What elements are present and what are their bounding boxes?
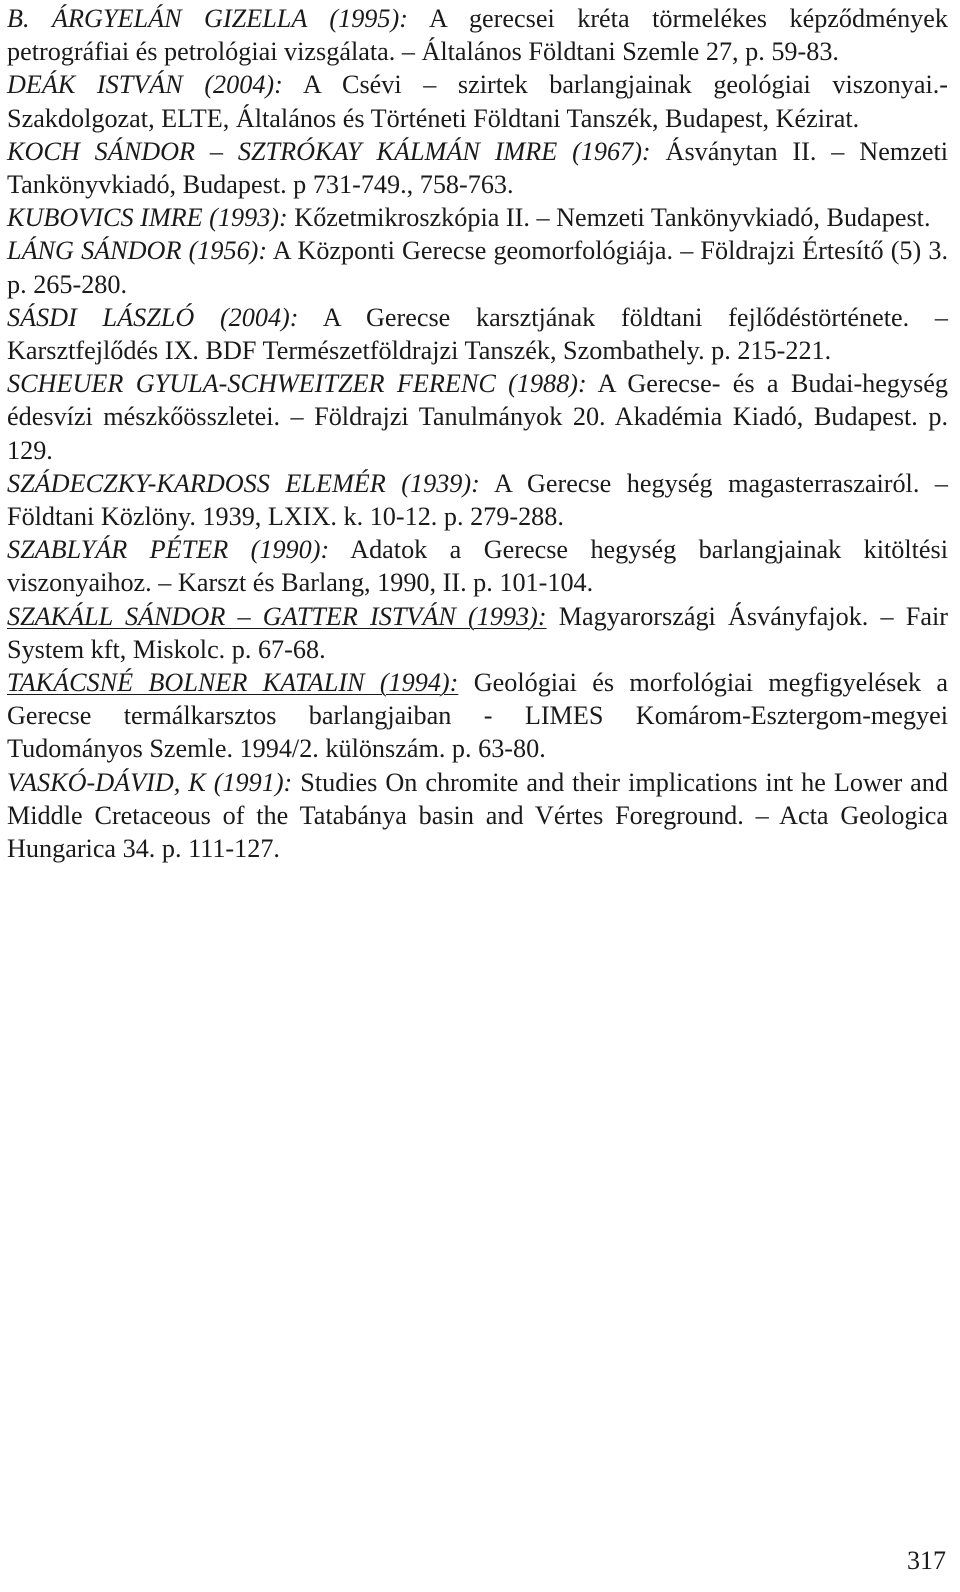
reference-text: A Gerecse karsztjának földtani fejlődéstörténete. – Karsztfejlődés IX. BDF Természetföldrajzi Tanszék, Szombathely. p. 215-221. (7, 302, 948, 366)
reference-text: A Gerecse hegység magasterraszairól. – Földtani Közlöny. 1939, LXIX. k. 10-12. p. 279-288. (7, 468, 948, 532)
reference-page (7, 2, 948, 865)
reference-text: Geológiai és morfológiai megfigyelések a Gerecse termálkarsztos barlangjaiban - LIMES Komárom-Esztergom-megyei Tudományos Szemle. 1994/2. különszám. p. 63-80. (7, 668, 948, 764)
reference-entry (7, 68, 948, 134)
reference-entry (7, 2, 948, 68)
reference-text: Kőzetmikroszkópia II. – Nemzeti Tankönyvkiadó, Budapest. (287, 203, 931, 233)
reference-author: SZABLYÁR PÉTER (1990): (7, 535, 330, 565)
page-number: 317 (907, 1546, 946, 1575)
reference-text: A Gerecse- és a Budai-hegység édesvízi mészkőösszletei. – Földrajzi Tanulmányok 20. Akadémia Kiadó, Budapest. p. 129. (7, 369, 948, 465)
reference-text: Magyarországi Ásványfajok. – Fair System kft, Miskolc. p. 67-68. (7, 601, 948, 664)
reference-entry (7, 234, 948, 300)
reference-entry (7, 135, 948, 201)
reference-entry (7, 367, 948, 467)
reference-author: SZAKÁLL SÁNDOR – GATTER ISTVÁN (1993): (7, 601, 547, 631)
reference-entry (7, 467, 948, 533)
reference-author: B. ÁRGYELÁN GIZELLA (1995): (7, 4, 408, 33)
reference-entry (7, 201, 948, 234)
reference-author: SCHEUER GYULA-SCHWEITZER FERENC (1988): (7, 369, 587, 399)
reference-author: KOCH SÁNDOR – SZTRÓKAY KÁLMÁN IMRE (1967): (7, 136, 651, 166)
reference-author: DEÁK ISTVÁN (2004): (7, 70, 283, 100)
reference-entry (7, 301, 948, 367)
reference-entry (7, 766, 948, 866)
reference-text: A Központi Gerecse geomorfológiája. – Földrajzi Értesítő (5) 3. p. 265-280. (7, 236, 948, 299)
reference-entry (7, 666, 948, 766)
reference-text: A Csévi – szirtek barlangjainak geológiai viszonyai.- Szakdolgozat, ELTE, Általános és Történeti Földtani Tanszék, Budapest, Kézirat. (7, 70, 948, 133)
reference-list (7, 2, 948, 865)
reference-entry (7, 533, 948, 599)
reference-author: SZÁDECZKY-KARDOSS ELEMÉR (1939): (7, 468, 480, 498)
reference-text: Ásványtan II. – Nemzeti Tankönyvkiadó, Budapest. p 731-749., 758-763. (7, 136, 948, 200)
reference-author: LÁNG SÁNDOR (1956): (7, 236, 268, 266)
reference-author: KUBOVICS IMRE (1993): (7, 203, 288, 233)
reference-entry (7, 600, 948, 666)
reference-text: Adatok a Gerecse hegység barlangjainak kitöltési viszonyaihoz. – Karszt és Barlang, 1990, II. p. 101-104. (7, 535, 948, 598)
reference-text: Studies On chromite and their implications int he Lower and Middle Cretaceous of the Tatabánya basin and Vértes Foreground. – Acta Geologica Hungarica 34. p. 111-127. (7, 767, 948, 864)
reference-author: VASKÓ-DÁVID, K (1991): (7, 767, 293, 797)
reference-text: A gerecsei kréta törmelékes képződmények petrográfiai és petrológiai vizsgálata. – Általános Földtani Szemle 27, p. 59-83. (7, 4, 948, 67)
reference-author: SÁSDI LÁSZLÓ (2004): (7, 302, 299, 332)
reference-author: TAKÁCSNÉ BOLNER KATALIN (1994): (7, 668, 459, 698)
